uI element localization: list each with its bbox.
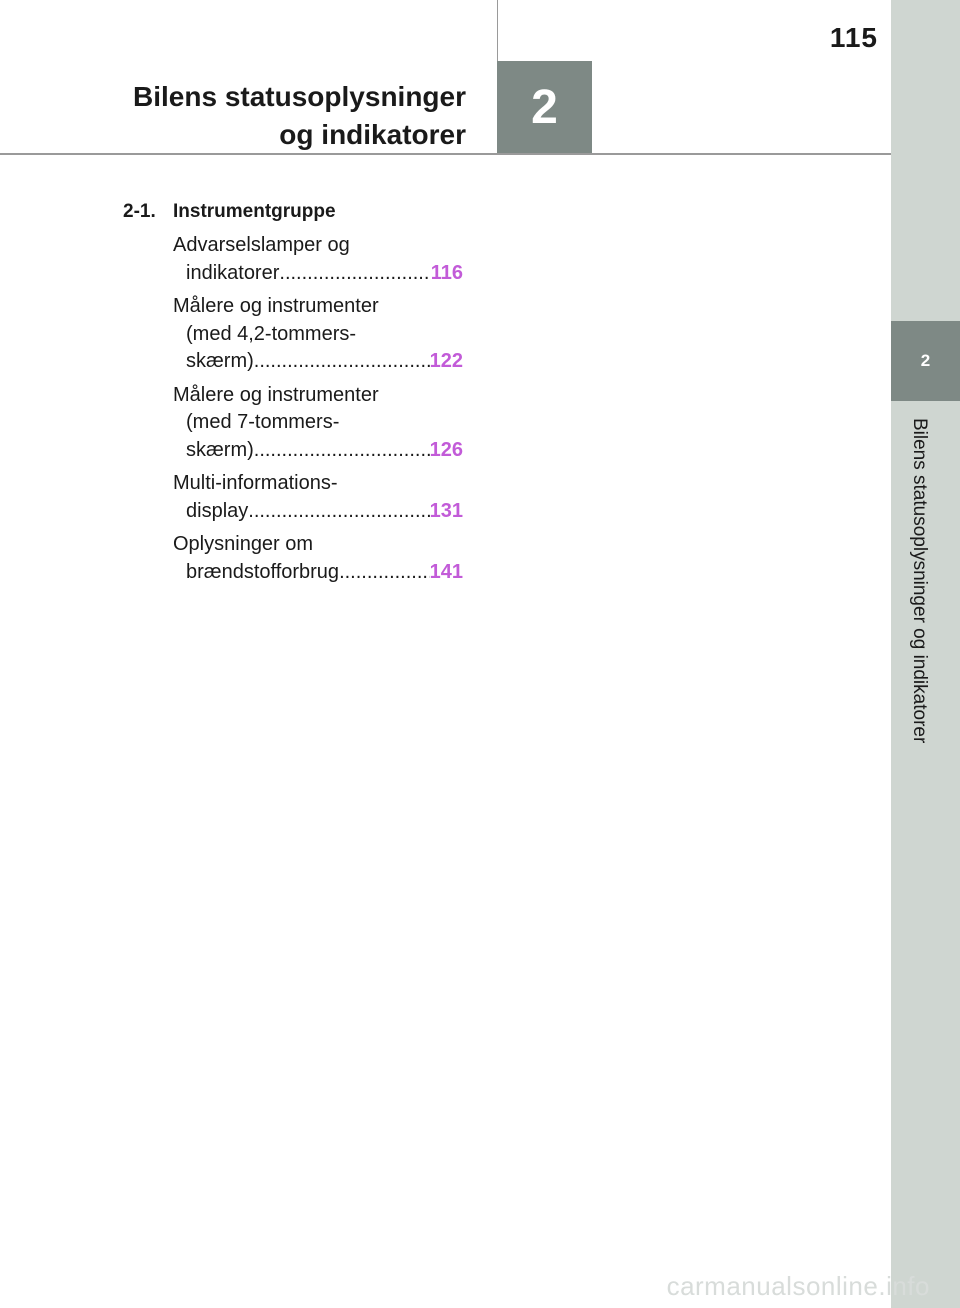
table-of-contents (123, 198, 463, 592)
toc-entry[interactable] (173, 470, 463, 525)
toc-page-link[interactable]: 126 (429, 438, 463, 461)
toc-entry-text: Målere og instrumenter (173, 295, 379, 317)
toc-entry-text: skærm) (186, 438, 254, 461)
toc-entry-text: Målere og instrumenter (173, 383, 379, 406)
toc-entry[interactable] (173, 293, 463, 376)
dot-leader (279, 260, 430, 288)
chapter-side-tab[interactable]: 2 (891, 321, 960, 401)
toc-page-link[interactable]: 131 (429, 499, 463, 522)
page-number: 115 (829, 22, 878, 53)
chapter-title (133, 78, 466, 154)
toc-entry[interactable] (173, 382, 463, 465)
toc-entry[interactable] (173, 531, 463, 586)
dot-leader (254, 437, 430, 465)
watermark: carmanualsonline.info (666, 1271, 930, 1301)
toc-entry-text: (med 4,2-tommers- (186, 322, 357, 345)
chapter-number-box: 2 (497, 61, 592, 154)
toc-section-heading (123, 198, 463, 226)
side-tab-label: Bilens statusoplysninger og indikatorer (909, 418, 930, 744)
toc-entry-text: brændstofforbrug (186, 560, 340, 583)
toc-entry-text: display (186, 499, 249, 522)
toc-entry[interactable] (173, 232, 463, 287)
toc-entry-text: (med 7-tommers- (186, 411, 340, 433)
toc-page-link[interactable]: 141 (429, 560, 463, 583)
dot-leader (339, 559, 430, 587)
toc-entry-text: Oplysninger om (173, 533, 314, 555)
toc-section-number: 2-1. (123, 201, 156, 222)
toc-page-link[interactable]: 116 (430, 261, 463, 284)
toc-page-link[interactable]: 122 (429, 350, 463, 372)
dot-leader (254, 348, 430, 376)
chapter-title-line: Bilens statusoplysninger (133, 81, 466, 112)
header-divider (497, 0, 498, 62)
dot-leader (248, 498, 429, 526)
toc-entry-text: skærm) (186, 350, 254, 372)
toc-entry-text: indikatorer (186, 261, 280, 284)
toc-entry-text: Advarselslamper og (173, 234, 350, 256)
toc-entry-text: Multi-informations- (173, 472, 338, 494)
chapter-title-line: og indikatorer (279, 119, 466, 150)
toc-section-title: Instrumentgruppe (173, 201, 336, 222)
